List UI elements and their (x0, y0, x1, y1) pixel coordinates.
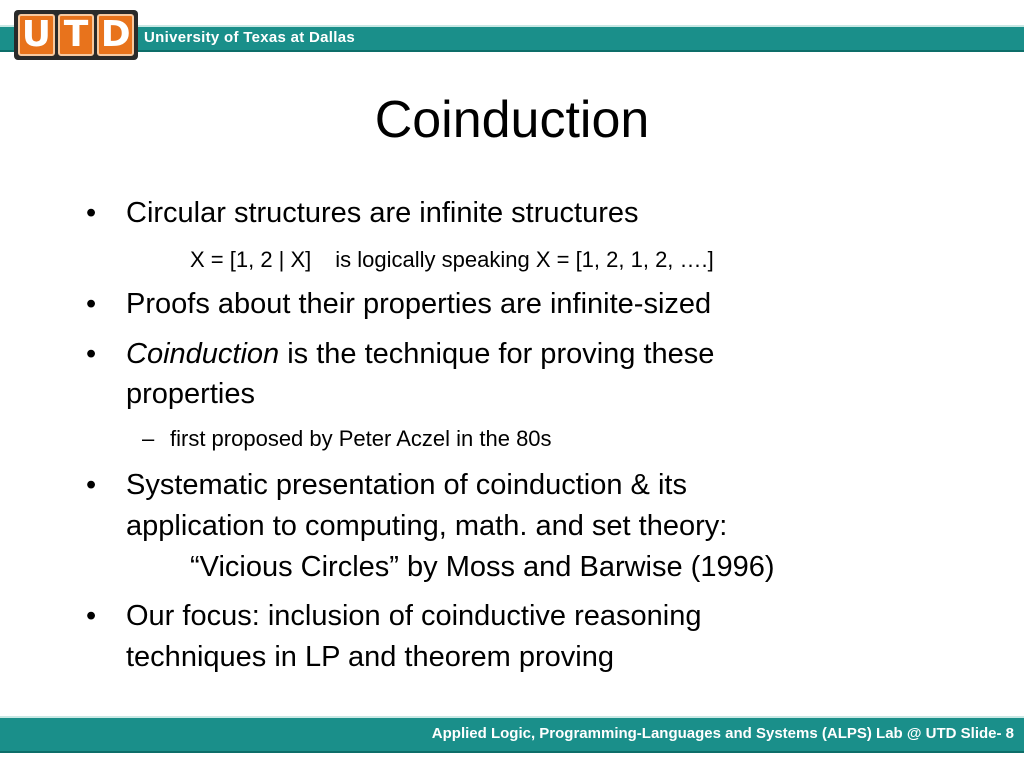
bullet-1-text: Circular structures are infinite structures (126, 197, 639, 229)
bullet-3-line-2: properties (126, 378, 255, 410)
bullet-1-explanation: is logically speaking X = [1, 2, 1, 2, ….] (335, 247, 714, 272)
bullet-4-line-2: application to computing, math. and set theory: (126, 510, 728, 542)
bullet-marker: • (86, 338, 97, 370)
footer-text: Applied Logic, Programming-Languages and Systems (ALPS) Lab @ UTD Slide- 8 (431, 725, 1014, 742)
bullet-1-code: X = [1, 2 | X] (190, 247, 312, 272)
logo-letter-t: T (58, 14, 95, 56)
slide-title: Coinduction (374, 91, 650, 149)
bullet-4-line-1: Systematic presentation of coinduction & its (126, 469, 687, 501)
bullet-4-line-3: “Vicious Circles” by Moss and Barwise (1996) (190, 551, 775, 583)
bullet-5-line-2: techniques in LP and theorem proving (126, 641, 614, 673)
logo-letter-d: D (97, 14, 134, 56)
bullet-marker: • (86, 288, 97, 320)
bullet-marker: • (86, 469, 97, 501)
bullet-3-line-1 (126, 337, 714, 371)
bullet-marker: • (86, 600, 97, 632)
bullet-2-text: Proofs about their properties are infinite-sized (126, 288, 712, 320)
coinduction-term: Coinduction (126, 338, 280, 370)
bullet-5-line-1: Our focus: inclusion of coinductive reasoning (126, 600, 702, 632)
university-name: University of Texas at Dallas (144, 29, 356, 46)
logo-letter-u: U (18, 14, 55, 56)
bullet-3-rest: is the technique for proving these (279, 338, 715, 370)
bullet-marker: • (86, 197, 97, 229)
bullet-3-sub: first proposed by Peter Aczel in the 80s (170, 426, 552, 451)
dash-marker: – (142, 426, 155, 451)
utd-logo (14, 10, 138, 60)
bullet-1-subline (190, 246, 714, 274)
